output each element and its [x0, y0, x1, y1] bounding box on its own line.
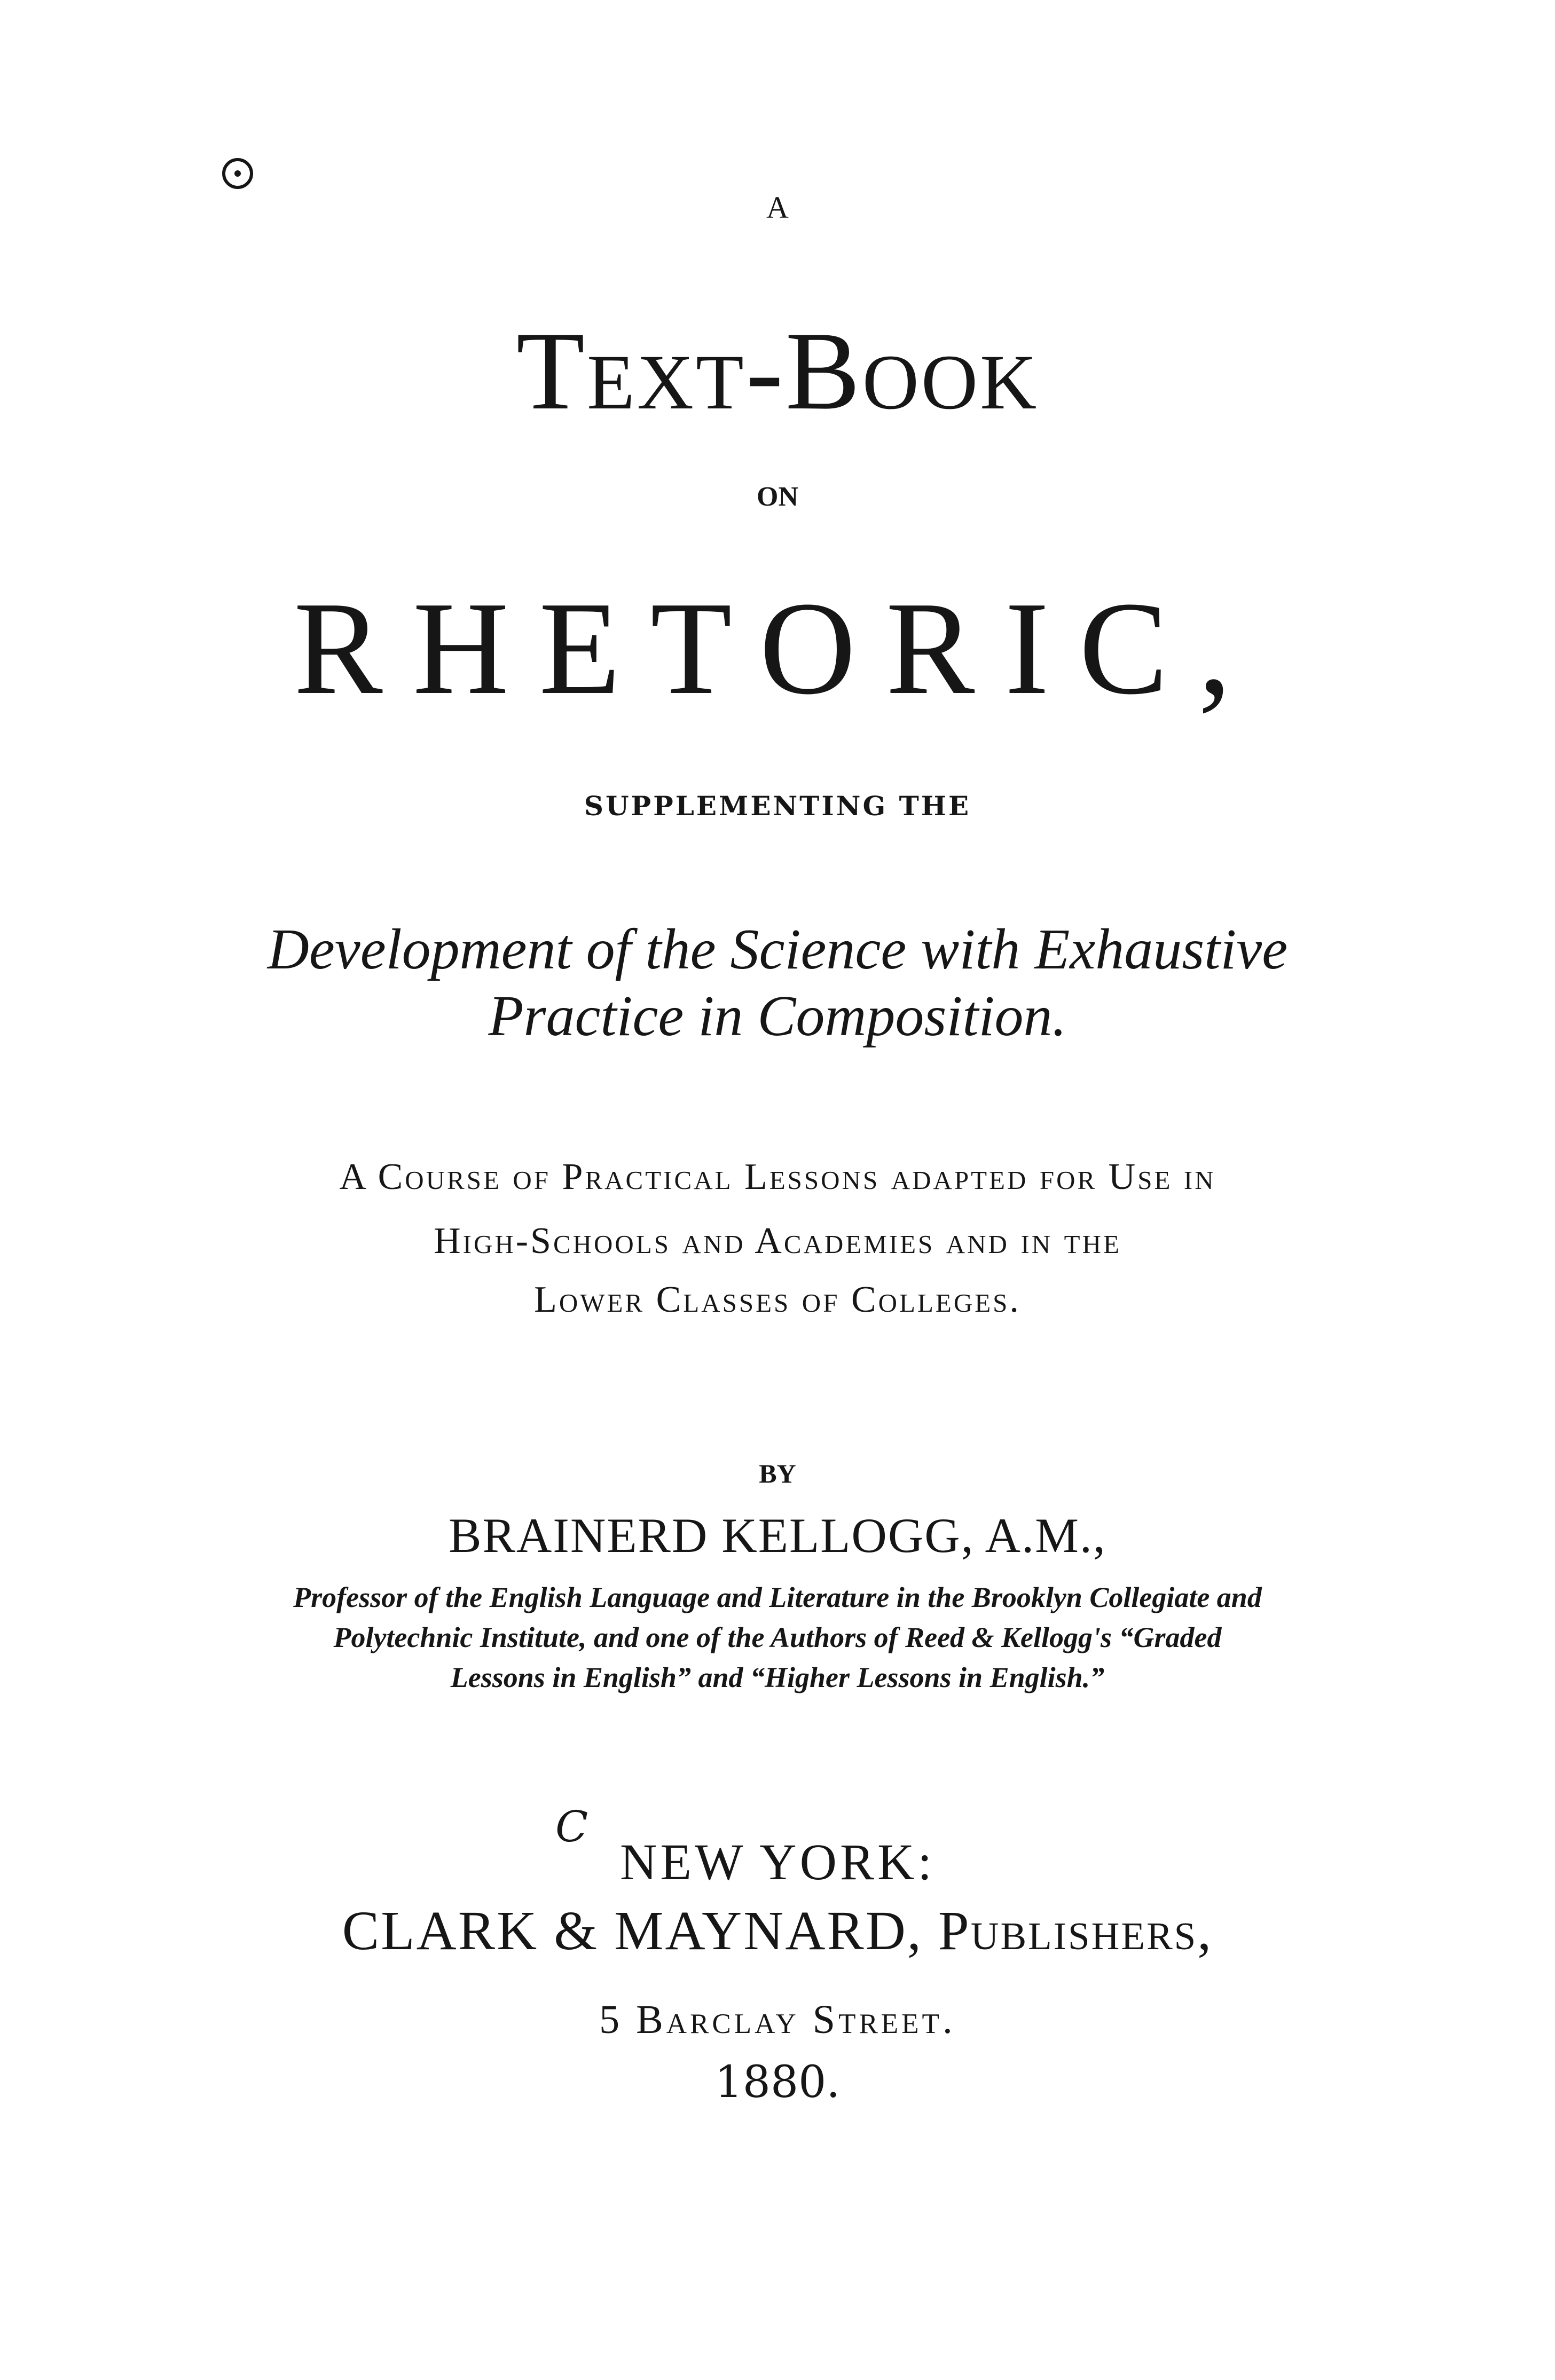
- handwritten-mark: C: [555, 1802, 588, 1851]
- title-article: A: [766, 190, 789, 225]
- course-line-3: Lower Classes of Colleges.: [534, 1279, 1021, 1320]
- publisher-name: CLARK & MAYNARD, Publishers,: [342, 1900, 1213, 1961]
- book-subject: RHETORIC,: [294, 574, 1261, 722]
- subtitle-line-1: Development of the Science with Exhaustive: [267, 918, 1288, 981]
- by-line: BY: [759, 1459, 796, 1488]
- author-name: BRAINERD KELLOGG, A.M.,: [449, 1508, 1106, 1563]
- publication-year: 1880.: [714, 2057, 841, 2108]
- author-credentials-line-1: Professor of the English Language and Literature in the Brooklyn Collegiate and: [293, 1581, 1262, 1613]
- supplementing-line: SUPPLEMENTING THE: [584, 790, 971, 822]
- publisher-city: NEW YORK:: [620, 1833, 935, 1890]
- book-title: Text-Book: [516, 309, 1039, 433]
- subtitle-line-2: Practice in Composition.: [488, 984, 1067, 1048]
- author-credentials-line-3: Lessons in English” and “Higher Lessons in English.”: [450, 1661, 1105, 1693]
- title-connector-on: ON: [757, 482, 798, 512]
- course-line-1: A Course of Practical Lessons adapted for Use in: [339, 1156, 1216, 1197]
- library-stamp-mark: [216, 152, 259, 195]
- publisher-address: 5 Barclay Street.: [599, 1997, 956, 2042]
- course-line-2: High-Schools and Academies and in the: [434, 1220, 1121, 1262]
- author-credentials-line-2: Polytechnic Institute, and one of the Authors of Reed & Kellogg's “Graded: [333, 1621, 1222, 1653]
